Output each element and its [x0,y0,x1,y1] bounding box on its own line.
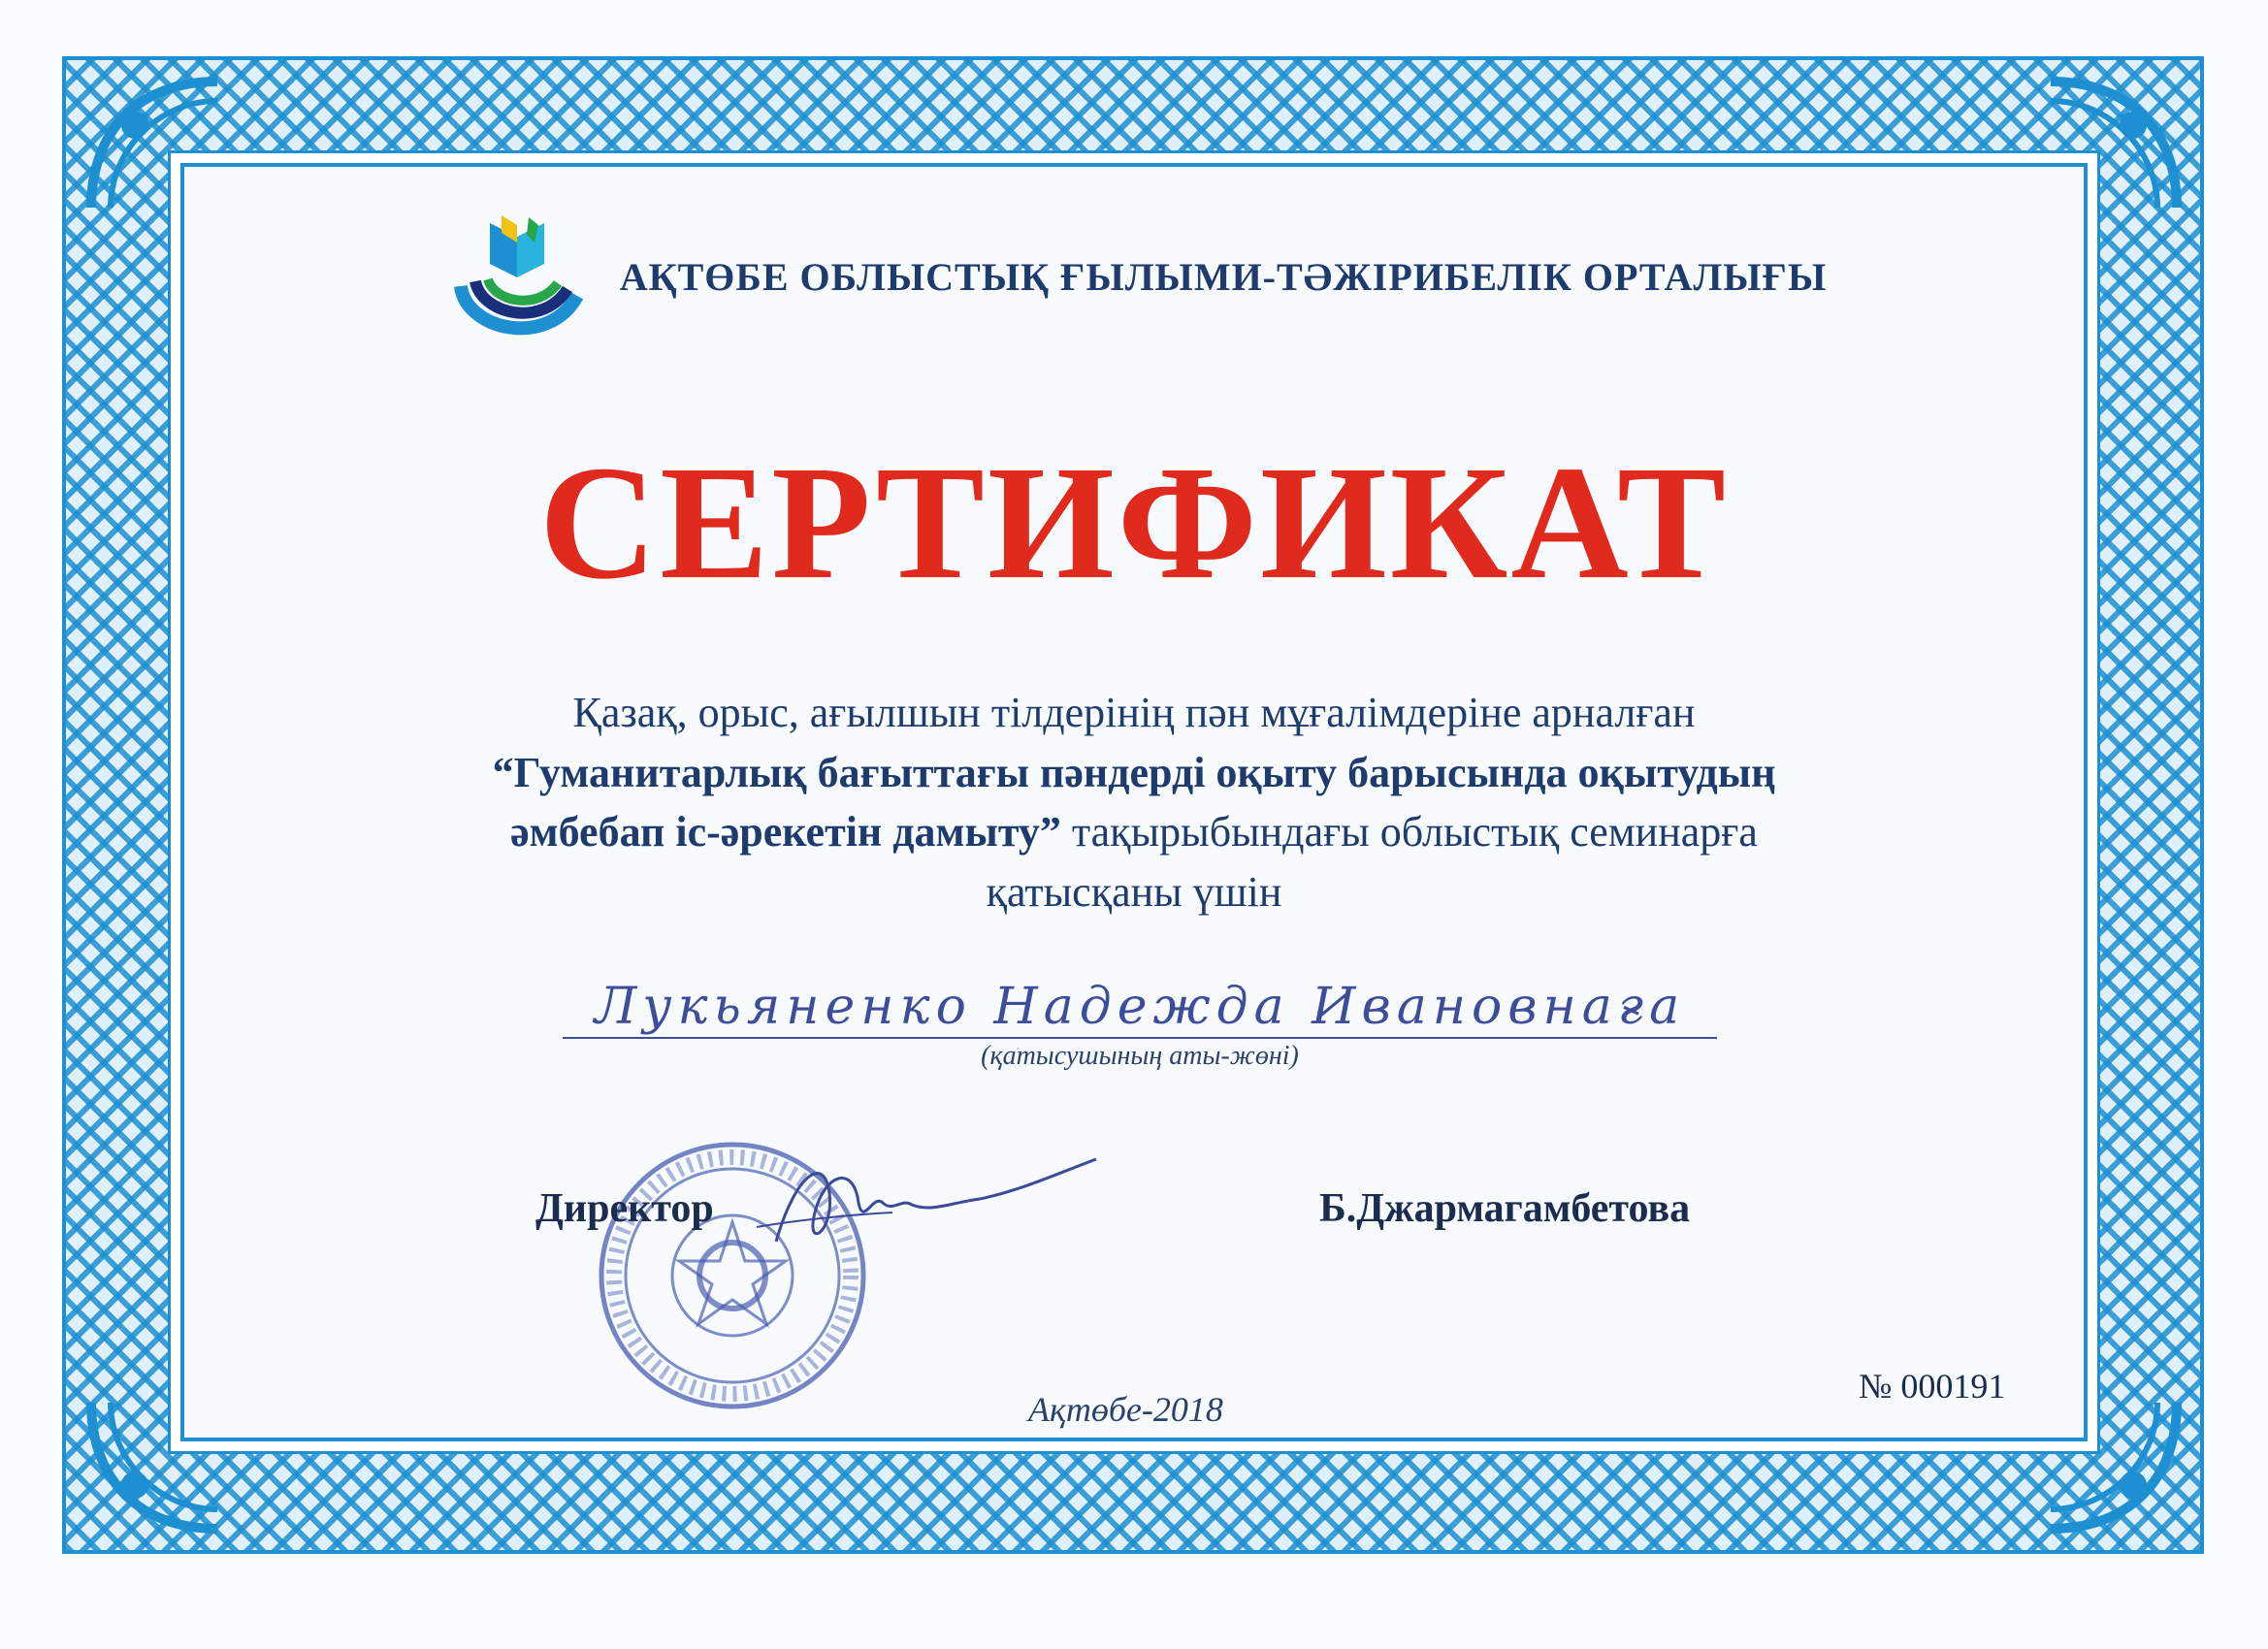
seminar-text: тақырыбындағы облыстық семинарға [1060,808,1758,857]
book-wave-logo-icon [441,204,597,349]
body-line-participation: қатысқаны үшін [986,867,1282,916]
topic-end: әмбебап іс-әрекетін дамыту” [510,808,1061,857]
participant-block [563,980,1717,1072]
name-underline [563,1037,1717,1039]
participant-caption: (қатысушының аты-жөні) [981,1041,1299,1072]
organization-name: АҚТӨБЕ ОБЛЫСТЫҚ ҒЫЛЫМИ-ТӘЖІРИБЕЛІК ОРТАЛЫҒЫ [619,254,1828,299]
signatory-role: Директор [535,1186,714,1231]
certificate-body [291,683,1977,922]
place-and-year: Ақтөбе-2018 [1028,1390,1223,1429]
certificate-number: № 000191 [1859,1367,2006,1406]
body-line-topic-continued [291,802,1977,862]
handwritten-signature-icon [737,1135,1106,1271]
signatory-name: Б.Джармагамбетова [1319,1186,1691,1231]
participant-name: Лукьяненко Надежда Ивановнаға [594,978,1686,1036]
body-line-topic: “Гуманитарлық бағыттағы пәндерді оқыту барысында оқытудың [492,748,1776,796]
header [0,204,2268,349]
certificate-title: СЕРТИФИКАТ [538,433,1730,613]
body-line-audience: Қазақ, орыс, ағылшын тілдерінің пән мұғалімдеріне арналған [572,689,1696,736]
